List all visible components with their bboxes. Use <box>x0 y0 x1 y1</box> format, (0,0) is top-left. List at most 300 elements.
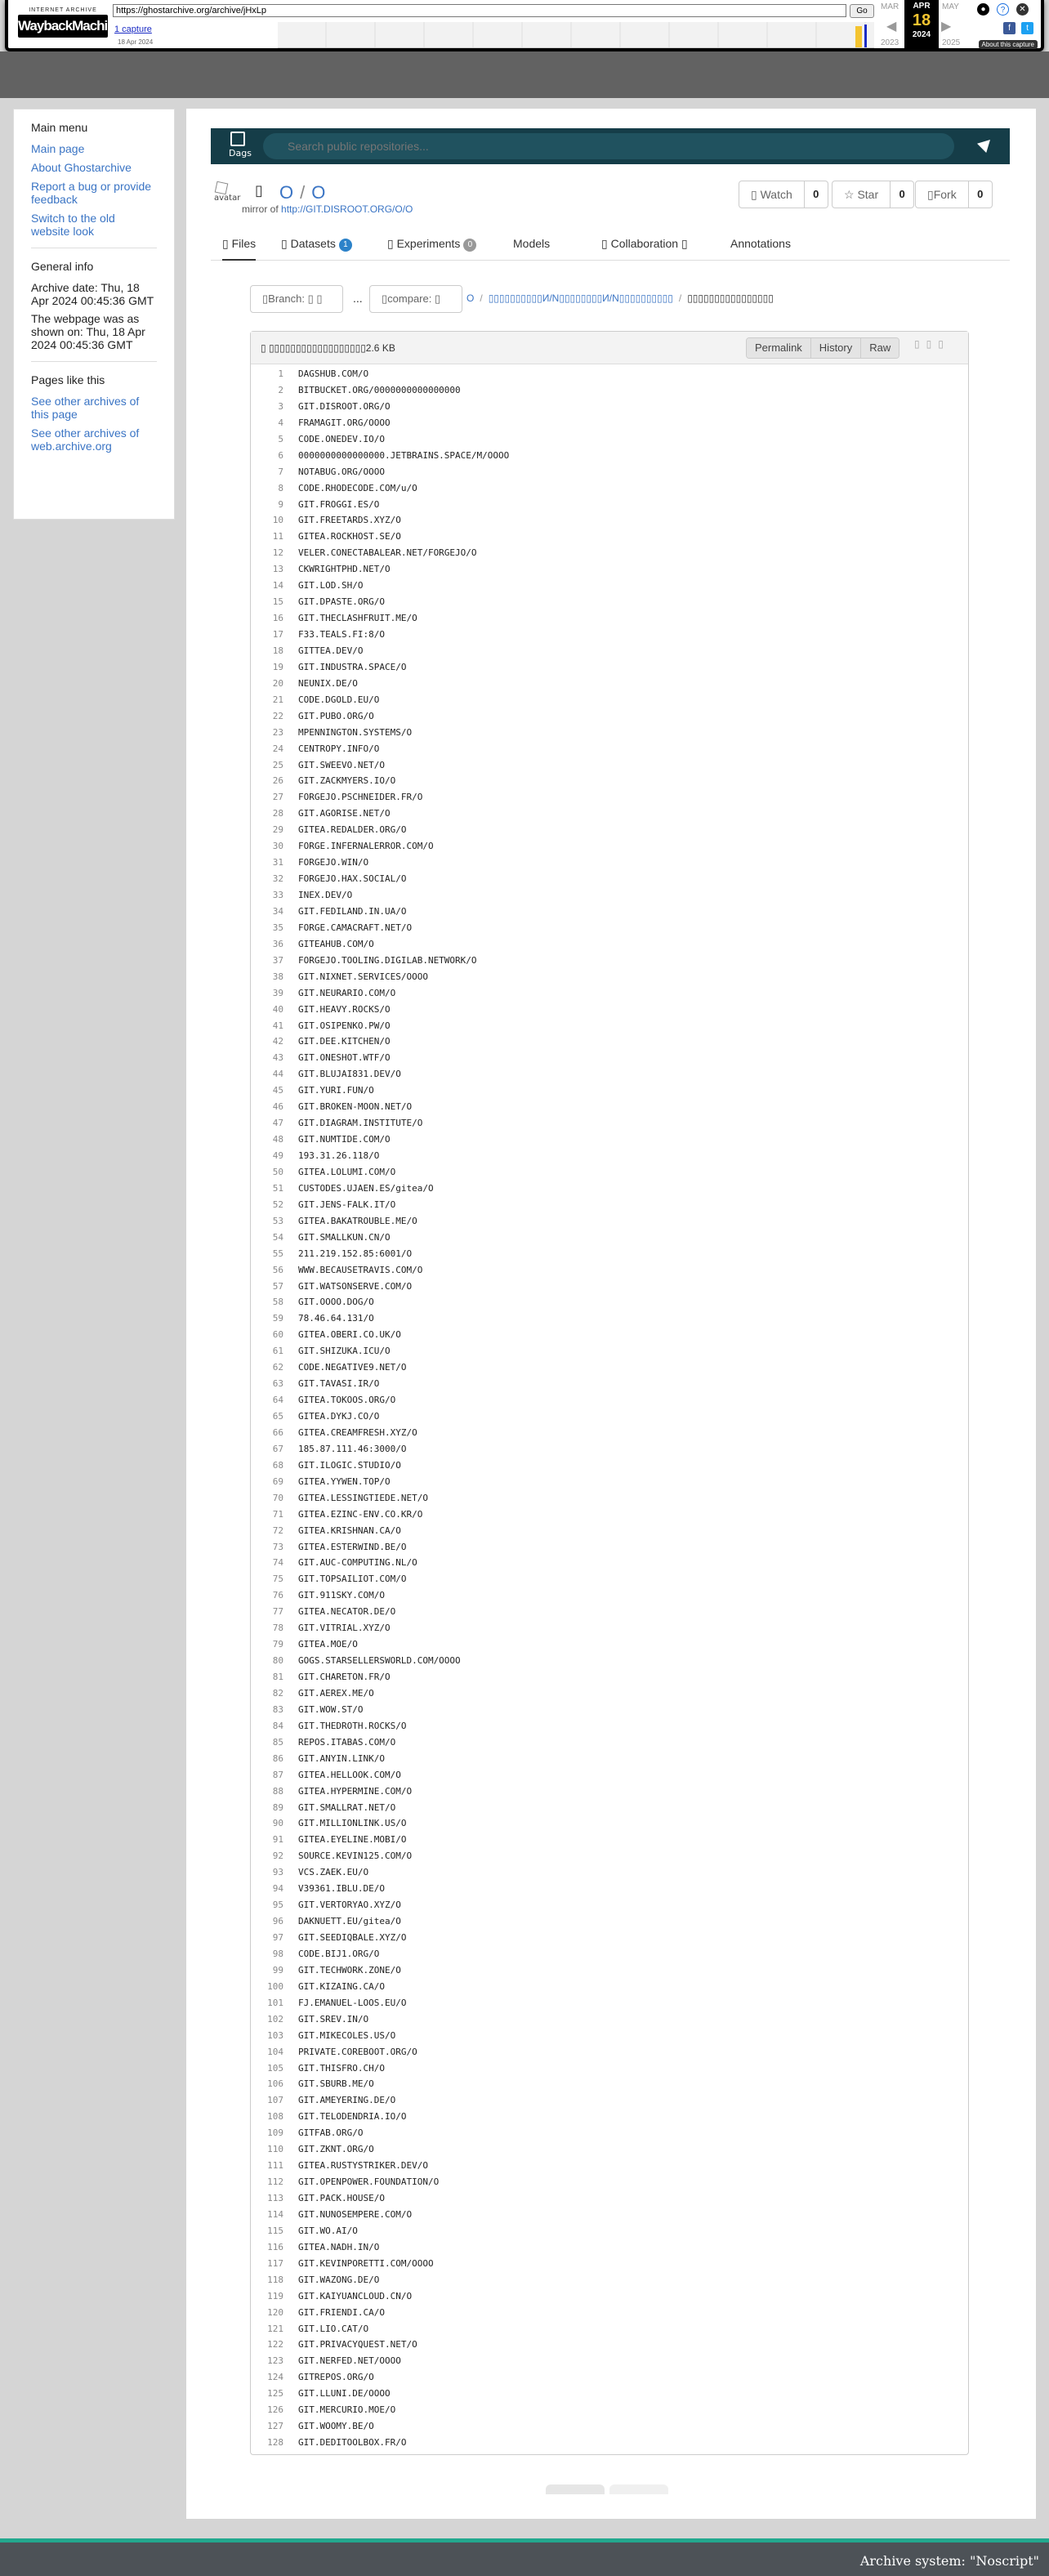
code-line <box>251 904 968 920</box>
line-number[interactable]: 111 <box>267 2160 283 2172</box>
line-text: GITEA.DYKJ.CO/O <box>298 1411 380 1422</box>
line-text: GIT.ZACKMYERS.IO/O <box>298 775 396 787</box>
code-line <box>251 1474 968 1490</box>
watch-button[interactable] <box>739 181 828 208</box>
line-number[interactable]: 13 <box>272 564 283 575</box>
line-number[interactable]: 48 <box>272 1134 283 1145</box>
code-line <box>251 2207 968 2223</box>
line-number[interactable]: 30 <box>272 841 283 852</box>
line-number[interactable]: 61 <box>272 1346 283 1357</box>
line-number[interactable]: 59 <box>272 1313 283 1324</box>
code-line <box>251 2239 968 2256</box>
help-icon[interactable]: ? <box>997 3 1009 16</box>
close-icon[interactable]: ✕ <box>1016 3 1029 16</box>
current-day: 18 <box>912 11 931 29</box>
line-number[interactable]: 27 <box>272 792 283 803</box>
code-line <box>251 676 968 692</box>
file-icon: ▯ <box>222 237 232 250</box>
line-number[interactable]: 11 <box>272 531 283 542</box>
line-number[interactable]: 70 <box>272 1492 283 1503</box>
line-number[interactable]: 43 <box>272 1052 283 1064</box>
line-number[interactable]: 125 <box>267 2388 283 2400</box>
line-text: GIT.DEDITOOLBOX.FR/O <box>298 2437 407 2449</box>
code-line <box>251 1376 968 1392</box>
line-text: F33.TEALS.FI:8/O <box>298 629 385 640</box>
line-text: GIT.JENS-FALK.IT/O <box>298 1199 396 1210</box>
go-button[interactable]: Go <box>850 4 874 18</box>
line-number[interactable]: 9 <box>278 498 283 510</box>
breadcrumb-root-link[interactable]: O <box>466 292 475 304</box>
line-number[interactable]: 14 <box>272 580 283 592</box>
line-number[interactable]: 57 <box>272 1280 283 1292</box>
line-number[interactable]: 88 <box>272 1785 283 1797</box>
code-line <box>251 1881 968 1897</box>
line-number[interactable]: 126 <box>267 2404 283 2416</box>
code-line <box>251 2076 968 2092</box>
line-number[interactable]: 54 <box>272 1231 283 1243</box>
code-line <box>251 1132 968 1148</box>
line-text: GIT.YURI.FUN/O <box>298 1085 374 1096</box>
line-number[interactable]: 40 <box>272 1003 283 1015</box>
tab-label: Datasets <box>290 237 336 250</box>
branch-dropdown[interactable]: ▯Branch: ▯ ▯ <box>250 285 343 313</box>
line-number[interactable]: 24 <box>272 743 283 754</box>
old-look-link[interactable]: Switch to the old website look <box>31 212 115 238</box>
line-text: GITEA.EZINC-ENV.CO.KR/O <box>298 1508 423 1520</box>
line-number[interactable]: 75 <box>272 1574 283 1585</box>
code-line <box>251 969 968 985</box>
code-line <box>251 1604 968 1620</box>
repo-owner-link[interactable]: O <box>279 182 294 203</box>
code-line <box>251 1262 968 1279</box>
capture-sparkline[interactable] <box>278 22 874 48</box>
line-text: CODE.ONEDEV.IO/O <box>298 433 385 444</box>
line-text: GIT.MILLIONLINK.US/O <box>298 1818 407 1829</box>
line-number[interactable]: 37 <box>272 954 283 966</box>
tab-models[interactable] <box>513 228 550 261</box>
line-number[interactable]: 89 <box>272 1801 283 1813</box>
line-number[interactable]: 23 <box>272 726 283 738</box>
line-number[interactable]: 12 <box>272 547 283 559</box>
code-line <box>251 561 968 578</box>
line-number[interactable]: 38 <box>272 971 283 982</box>
code-line <box>251 1962 968 1979</box>
compare-dropdown[interactable]: ▯compare: ▯ <box>369 285 462 313</box>
line-number[interactable]: 46 <box>272 1101 283 1113</box>
line-text: GIT.ZKNT.ORG/O <box>298 2144 374 2155</box>
breadcrumb-sep: / <box>480 292 483 304</box>
tab-files[interactable] <box>222 228 256 261</box>
line-number[interactable]: 66 <box>272 1426 283 1438</box>
line-number[interactable]: 68 <box>272 1459 283 1471</box>
wayback-logo[interactable] <box>18 7 123 45</box>
line-text: GIT.DIAGRAM.INSTITUTE/O <box>298 1118 423 1129</box>
line-number[interactable]: 35 <box>272 922 283 933</box>
code-line <box>251 1800 968 1816</box>
line-number[interactable]: 100 <box>267 1980 283 1992</box>
file-name-text: ▯▯▯▯▯▯▯▯▯▯▯▯▯▯▯▯▯▯2.6 KB <box>268 342 395 354</box>
page-tab[interactable] <box>546 2484 605 2494</box>
line-number[interactable]: 32 <box>272 873 283 885</box>
line-number[interactable]: 60 <box>272 1329 283 1341</box>
line-number[interactable]: 91 <box>272 1834 283 1846</box>
line-number[interactable]: 128 <box>267 2437 283 2449</box>
code-line <box>251 1327 968 1343</box>
line-number[interactable]: 58 <box>272 1297 283 1308</box>
line-number[interactable]: 67 <box>272 1443 283 1454</box>
other-archives-site-link[interactable]: See other archives of web.archive.org <box>31 426 140 453</box>
history-button[interactable]: History <box>811 338 861 358</box>
line-number[interactable]: 69 <box>272 1476 283 1487</box>
people-icon: ▯ <box>601 237 611 250</box>
line-number[interactable]: 41 <box>272 1020 283 1031</box>
line-text: GITEA.EYELINE.MOBI/O <box>298 1834 407 1846</box>
line-number[interactable]: 15 <box>272 596 283 608</box>
line-text: GIT.KEVINPORETTI.COM/OOOO <box>298 2257 434 2269</box>
line-number[interactable]: 102 <box>267 2013 283 2025</box>
line-text: GITEA.OBERI.CO.UK/O <box>298 1329 401 1341</box>
raw-button[interactable]: Raw <box>861 338 899 358</box>
code-line <box>251 1018 968 1034</box>
search-input[interactable] <box>263 133 954 159</box>
line-number[interactable]: 123 <box>267 2355 283 2367</box>
line-number[interactable]: 28 <box>272 808 283 819</box>
code-line <box>251 1555 968 1571</box>
code-line <box>251 2305 968 2321</box>
code-line <box>251 2256 968 2272</box>
line-number[interactable]: 74 <box>272 1557 283 1569</box>
line-number[interactable]: 10 <box>272 515 283 526</box>
line-number[interactable]: 77 <box>272 1606 283 1618</box>
line-number[interactable]: 108 <box>267 2111 283 2123</box>
code-line <box>251 2092 968 2109</box>
about-link[interactable]: About Ghostarchive <box>31 161 132 174</box>
dagshub-logo[interactable] <box>229 132 253 161</box>
code-line <box>251 2158 968 2174</box>
fork-count: 0 <box>977 188 984 200</box>
line-number[interactable]: 119 <box>267 2290 283 2301</box>
line-number[interactable]: 71 <box>272 1508 283 1520</box>
line-text: GIT.VITRIAL.XYZ/O <box>298 1623 391 1634</box>
line-text: GIT.WOW.ST/O <box>298 1703 364 1715</box>
line-number[interactable]: 34 <box>272 905 283 917</box>
line-number[interactable]: 19 <box>272 661 283 672</box>
line-number[interactable]: 80 <box>272 1655 283 1667</box>
line-number[interactable]: 17 <box>272 629 283 640</box>
code-line <box>251 480 968 497</box>
code-line <box>251 1995 968 2011</box>
line-number[interactable]: 55 <box>272 1248 283 1259</box>
line-number[interactable]: 99 <box>272 1964 283 1976</box>
line-number[interactable]: 65 <box>272 1411 283 1422</box>
line-text: VCS.ZAEK.EU/O <box>298 1867 369 1878</box>
line-number[interactable]: 20 <box>272 677 283 689</box>
line-text: GIT.OSIPENKO.PW/O <box>298 1020 391 1031</box>
line-number[interactable]: 72 <box>272 1525 283 1536</box>
line-number[interactable]: 73 <box>272 1541 283 1552</box>
permalink-button[interactable]: Permalink <box>747 338 811 358</box>
line-text: GIT.PRIVACYQUEST.NET/O <box>298 2339 417 2351</box>
line-number[interactable]: 18 <box>272 645 283 656</box>
line-text: CODE.RHODECODE.COM/u/O <box>298 482 417 493</box>
avatar-alt-text: avatar <box>214 194 241 203</box>
line-number[interactable]: 62 <box>272 1362 283 1373</box>
line-number[interactable]: 109 <box>267 2127 283 2139</box>
wayback-url-input[interactable] <box>113 4 846 17</box>
line-text: GITEAHUB.COM/O <box>298 938 374 949</box>
line-number[interactable]: 93 <box>272 1867 283 1878</box>
line-number[interactable]: 53 <box>272 1215 283 1226</box>
code-line <box>251 1930 968 1946</box>
line-number[interactable]: 127 <box>267 2421 283 2432</box>
line-number[interactable]: 51 <box>272 1182 283 1194</box>
line-number[interactable]: 29 <box>272 824 283 836</box>
line-text: GIT.LIO.CAT/O <box>298 2323 369 2334</box>
compare-icon: ▯ <box>382 292 388 305</box>
code-line <box>251 1685 968 1702</box>
page-tab[interactable] <box>609 2484 668 2494</box>
line-text: FORGEJO.PSCHNEIDER.FR/O <box>298 792 423 803</box>
star-label: Star <box>857 188 879 201</box>
facebook-icon[interactable]: f <box>1003 22 1016 34</box>
next-month[interactable]: MAY <box>942 2 959 11</box>
line-number[interactable]: 117 <box>267 2257 283 2269</box>
line-number[interactable]: 103 <box>267 2029 283 2041</box>
line-text: GIT.LLUNI.DE/OOOO <box>298 2388 391 2400</box>
line-text: GITEA.HYPERMINE.COM/O <box>298 1785 413 1797</box>
line-number[interactable]: 52 <box>272 1199 283 1210</box>
code-line <box>251 1751 968 1767</box>
line-number[interactable]: 31 <box>272 857 283 868</box>
line-text: GITEA.NECATOR.DE/O <box>298 1606 396 1618</box>
line-number[interactable]: 4 <box>278 417 283 428</box>
line-number[interactable]: 105 <box>267 2062 283 2074</box>
tab-experiments[interactable] <box>387 228 476 261</box>
code-line <box>251 855 968 871</box>
code-line <box>251 382 968 399</box>
line-number[interactable]: 3 <box>278 400 283 412</box>
file-tool-icons[interactable]: ▯▯▯ <box>914 338 950 350</box>
line-text: REPOS.ITABAS.COM/O <box>298 1736 396 1748</box>
line-text: GIT.FRIENDI.CA/O <box>298 2306 385 2318</box>
line-number[interactable]: 82 <box>272 1687 283 1699</box>
line-number[interactable]: 120 <box>267 2306 283 2318</box>
code-line <box>251 1636 968 1653</box>
line-text: GITEA.HELLOOK.COM/O <box>298 1769 401 1780</box>
code-line <box>251 1294 968 1310</box>
line-number[interactable]: 110 <box>267 2144 283 2155</box>
repo-icon: ▯ <box>255 182 263 199</box>
line-number[interactable]: 2 <box>278 384 283 395</box>
code-line <box>251 1441 968 1458</box>
line-text: GIT.911SKY.COM/O <box>298 1590 385 1601</box>
prev-month[interactable]: MAR <box>881 2 899 11</box>
line-number[interactable]: 49 <box>272 1150 283 1161</box>
line-number[interactable]: 64 <box>272 1395 283 1406</box>
pages-like-heading: Pages like this <box>31 373 105 386</box>
repo-name-link[interactable]: O <box>311 182 326 203</box>
line-number[interactable]: 56 <box>272 1264 283 1275</box>
line-text: GIT.DISROOT.ORG/O <box>298 400 391 412</box>
line-number[interactable]: 6 <box>278 449 283 461</box>
line-number[interactable]: 114 <box>267 2208 283 2220</box>
line-text: 211.219.152.85:6001/O <box>298 1248 413 1259</box>
line-number[interactable]: 86 <box>272 1752 283 1764</box>
line-text: GIT.FEDILAND.IN.UA/O <box>298 905 407 917</box>
fork-button[interactable] <box>915 181 993 208</box>
dagshub-topnav <box>211 128 1010 164</box>
prev-arrow-icon[interactable]: ◀ <box>886 20 897 33</box>
line-text: GITEA.YYWEN.TOP/O <box>298 1476 391 1487</box>
code-line <box>251 1653 968 1669</box>
line-text: DAGSHUB.COM/O <box>298 368 369 379</box>
line-text: NEUNIX.DE/O <box>298 677 358 689</box>
captures-link[interactable]: 1 capture <box>114 25 152 34</box>
line-number[interactable]: 87 <box>272 1769 283 1780</box>
line-text: GIT.AGORISE.NET/O <box>298 808 391 819</box>
logo-main-text: WaybackMachine <box>18 15 108 38</box>
line-text: GIT.NEURARIO.COM/O <box>298 987 396 998</box>
line-number[interactable]: 92 <box>272 1851 283 1862</box>
line-text: GIT.WATSONSERVE.COM/O <box>298 1280 413 1292</box>
line-text: GIT.NUMTIDE.COM/O <box>298 1134 391 1145</box>
line-number[interactable]: 94 <box>272 1883 283 1895</box>
line-text: GIT.HEAVY.ROCKS/O <box>298 1003 391 1015</box>
code-line <box>251 2353 968 2369</box>
line-number[interactable]: 79 <box>272 1639 283 1650</box>
line-number[interactable]: 83 <box>272 1703 283 1715</box>
line-number[interactable]: 76 <box>272 1590 283 1601</box>
send-icon[interactable] <box>977 140 990 153</box>
line-number[interactable]: 26 <box>272 775 283 787</box>
current-capture-date <box>904 0 939 51</box>
line-text: V39361.IBLU.DE/O <box>298 1883 385 1895</box>
report-bug-link[interactable]: Report a bug or provide feedback <box>31 180 152 206</box>
code-line <box>251 1279 968 1295</box>
twitter-icon[interactable]: t <box>1021 22 1033 34</box>
line-number[interactable]: 101 <box>267 1997 283 2008</box>
other-archives-page-link[interactable]: See other archives of this page <box>31 395 140 421</box>
code-line <box>251 1946 968 1962</box>
code-line <box>251 2028 968 2044</box>
code-line <box>251 1702 968 1718</box>
line-number[interactable]: 1 <box>278 368 283 379</box>
code-line <box>251 1164 968 1181</box>
line-text: GITEA.ESTERWIND.BE/O <box>298 1541 407 1552</box>
line-number[interactable]: 25 <box>272 759 283 770</box>
line-text: WWW.BECAUSETRAVIS.COM/O <box>298 1264 423 1275</box>
line-number[interactable]: 98 <box>272 1948 283 1959</box>
line-text: GIT.THECLASHFRUIT.ME/O <box>298 613 417 624</box>
line-number[interactable]: 122 <box>267 2339 283 2351</box>
about-capture-link[interactable]: About this capture <box>979 40 1038 49</box>
line-number[interactable]: 96 <box>272 1916 283 1927</box>
line-text: GITEA.LESSINGTIEDE.NET/O <box>298 1492 428 1503</box>
line-text: 0000000000000000.JETBRAINS.SPACE/M/OOOO <box>298 449 510 461</box>
code-line <box>251 1864 968 1881</box>
code-line <box>251 887 968 904</box>
line-number[interactable]: 5 <box>278 433 283 444</box>
code-line <box>251 1490 968 1507</box>
code-line <box>251 1587 968 1604</box>
line-number[interactable]: 104 <box>267 2046 283 2057</box>
next-year[interactable]: 2025 <box>942 38 961 47</box>
tab-collaboration[interactable] <box>601 228 688 261</box>
code-line <box>251 1571 968 1587</box>
line-number[interactable]: 85 <box>272 1736 283 1748</box>
line-text: GIT.SHIZUKA.ICU/O <box>298 1346 391 1357</box>
line-number[interactable]: 7 <box>278 466 283 477</box>
line-text: GITEA.KRISHNAN.CA/O <box>298 1525 401 1536</box>
line-number[interactable]: 121 <box>267 2323 283 2334</box>
fork-label: Fork <box>933 188 957 201</box>
code-line <box>251 1002 968 1018</box>
line-number[interactable]: 78 <box>272 1623 283 1634</box>
line-number[interactable]: 33 <box>272 890 283 900</box>
user-icon[interactable]: ● <box>977 3 989 16</box>
mirror-url-link[interactable]: http://GIT.DISROOT.ORG/O/O <box>281 203 413 215</box>
star-button[interactable] <box>832 181 914 208</box>
line-text: GIT.AUC-COMPUTING.NL/O <box>298 1557 417 1569</box>
line-number[interactable]: 106 <box>267 2078 283 2090</box>
tab-annotations[interactable] <box>730 228 791 261</box>
line-number[interactable]: 95 <box>272 1900 283 1911</box>
line-number[interactable]: 16 <box>272 613 283 624</box>
line-number[interactable]: 63 <box>272 1378 283 1390</box>
line-number[interactable]: 115 <box>267 2225 283 2236</box>
line-number[interactable]: 50 <box>272 1166 283 1177</box>
line-number[interactable]: 84 <box>272 1720 283 1731</box>
avatar <box>214 182 242 207</box>
line-number[interactable]: 36 <box>272 938 283 949</box>
breadcrumb-dir-link[interactable]: ▯▯▯▯▯▯▯▯▯▯И/N▯▯▯▯▯▯▯▯И/N▯▯▯▯▯▯▯▯▯▯ <box>488 292 673 304</box>
line-text: SOURCE.KEVIN125.COM/O <box>298 1851 413 1862</box>
capture-date: 18 Apr 2024 <box>118 38 154 46</box>
tab-label: Collaboration <box>610 237 679 250</box>
line-number[interactable]: 113 <box>267 2193 283 2203</box>
line-text: FJ.EMANUEL-LOOS.EU/O <box>298 1997 407 2008</box>
line-number[interactable]: 45 <box>272 1085 283 1096</box>
line-number[interactable]: 42 <box>272 1036 283 1047</box>
line-text: GITEA.ROCKHOST.SE/O <box>298 531 401 542</box>
code-line <box>251 610 968 627</box>
line-number[interactable]: 81 <box>272 1672 283 1682</box>
file-header <box>251 332 968 364</box>
line-number[interactable]: 97 <box>272 1932 283 1943</box>
tab-datasets[interactable] <box>281 228 352 261</box>
line-text: GIT.WAZONG.DE/O <box>298 2274 380 2285</box>
line-number[interactable]: 47 <box>272 1118 283 1129</box>
line-number[interactable]: 90 <box>272 1818 283 1829</box>
line-text: GIT.SEEDIQBALE.XYZ/O <box>298 1932 407 1943</box>
line-number[interactable]: 21 <box>272 694 283 705</box>
line-number[interactable]: 116 <box>267 2241 283 2252</box>
next-arrow-icon[interactable]: ▶ <box>941 20 952 33</box>
line-number[interactable]: 39 <box>272 987 283 998</box>
line-number[interactable]: 112 <box>267 2176 283 2188</box>
line-number[interactable]: 22 <box>272 710 283 721</box>
code-line <box>251 1669 968 1685</box>
line-number[interactable]: 8 <box>278 482 283 493</box>
prev-year[interactable]: 2023 <box>881 38 899 47</box>
code-line <box>251 1425 968 1441</box>
line-text: GIT.FROGGI.ES/O <box>298 498 380 510</box>
line-number[interactable]: 107 <box>267 2095 283 2106</box>
line-number[interactable]: 118 <box>267 2274 283 2285</box>
line-number[interactable]: 44 <box>272 1069 283 1080</box>
main-page-link[interactable]: Main page <box>31 142 85 155</box>
line-number[interactable]: 124 <box>267 2372 283 2383</box>
